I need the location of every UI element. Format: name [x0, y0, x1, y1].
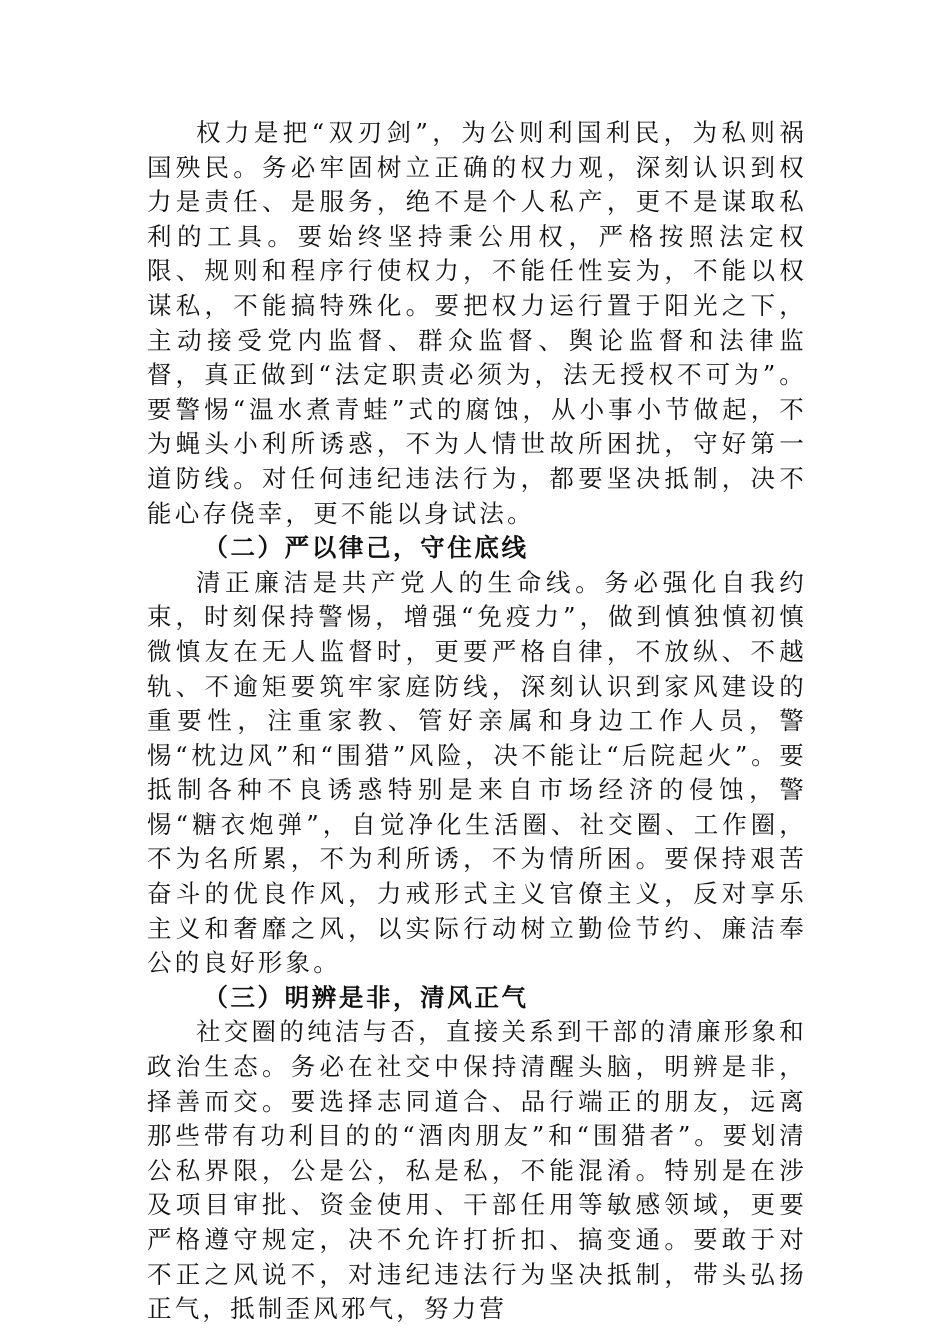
paragraph-power-view: 权力是把“双刃剑”，为公则利国利民，为私则祸国殃民。务必牢固树立正确的权力观，深刻认识到权力是责任、是服务，绝不是个人私产，更不是谋取私利的工具。要始终坚持秉公用权，严格按照法定权限、规则和程序行使权力，不能任性妄为，不能以权谋私，不能搞特殊化。要把权力运行置于阳光之下，主动接受党内监督、群众监督、舆论监督和法律监督，真正做到“法定职责必须为，法无授权不可为”。要警惕“温水煮青蛙”式的腐蚀，从小事小节做起，不为蝇头小利所诱惑，不为人情世故所困扰，守好第一道防线。对任何违纪违法行为，都要坚决抵制，决不能心存侥幸，更不能以身试法。	[147, 118, 807, 528]
section-heading-right-wrong: （三）明辨是非，清风正气	[203, 982, 529, 1012]
section-heading-self-discipline: （二）严以律己，守住底线	[203, 533, 529, 563]
paragraph-social-circle: 社交圈的纯洁与否，直接关系到干部的清廉形象和政治生态。务必在社交中保持清醒头脑，明辨是非，择善而交。要选择志同道合、品行端正的朋友，远离那些带有功利目的的“酒肉朋友”和“围猎者”。要划清公私界限，公是公，私是私，不能混淆。特别是在涉及项目审批、资金使用、干部任用等敏感领域，更要严格遵守规定，决不允许打折扣、搞变通。要敢于对不正之风说不，对违纪违法行为坚决抵制，带头弘扬正气，抵制歪风邪气，努力营	[147, 1017, 807, 1324]
paragraph-self-discipline: 清正廉洁是共产党人的生命线。务必强化自我约束，时刻保持警惕，增强“免疫力”，做到慎独慎初慎微慎友在无人监督时，更要严格自律，不放纵、不越轨、不逾矩要筑牢家庭防线，深刻认识到家风建设的重要性，注重家教、管好亲属和身边工作人员，警惕“枕边风”和“围猎”风险，决不能让“后院起火”。要抵制各种不良诱惑特别是来自市场经济的侵蚀，警惕“糖衣炮弹”，自觉净化生活圈、社交圈、工作圈，不为名所累，不为利所诱，不为情所困。要保持艰苦奋斗的优良作风，力戒形式主义官僚主义，反对享乐主义和奢靡之风，以实际行动树立勤俭节约、廉洁奉公的良好形象。	[147, 567, 807, 978]
document-body	[147, 116, 807, 1327]
